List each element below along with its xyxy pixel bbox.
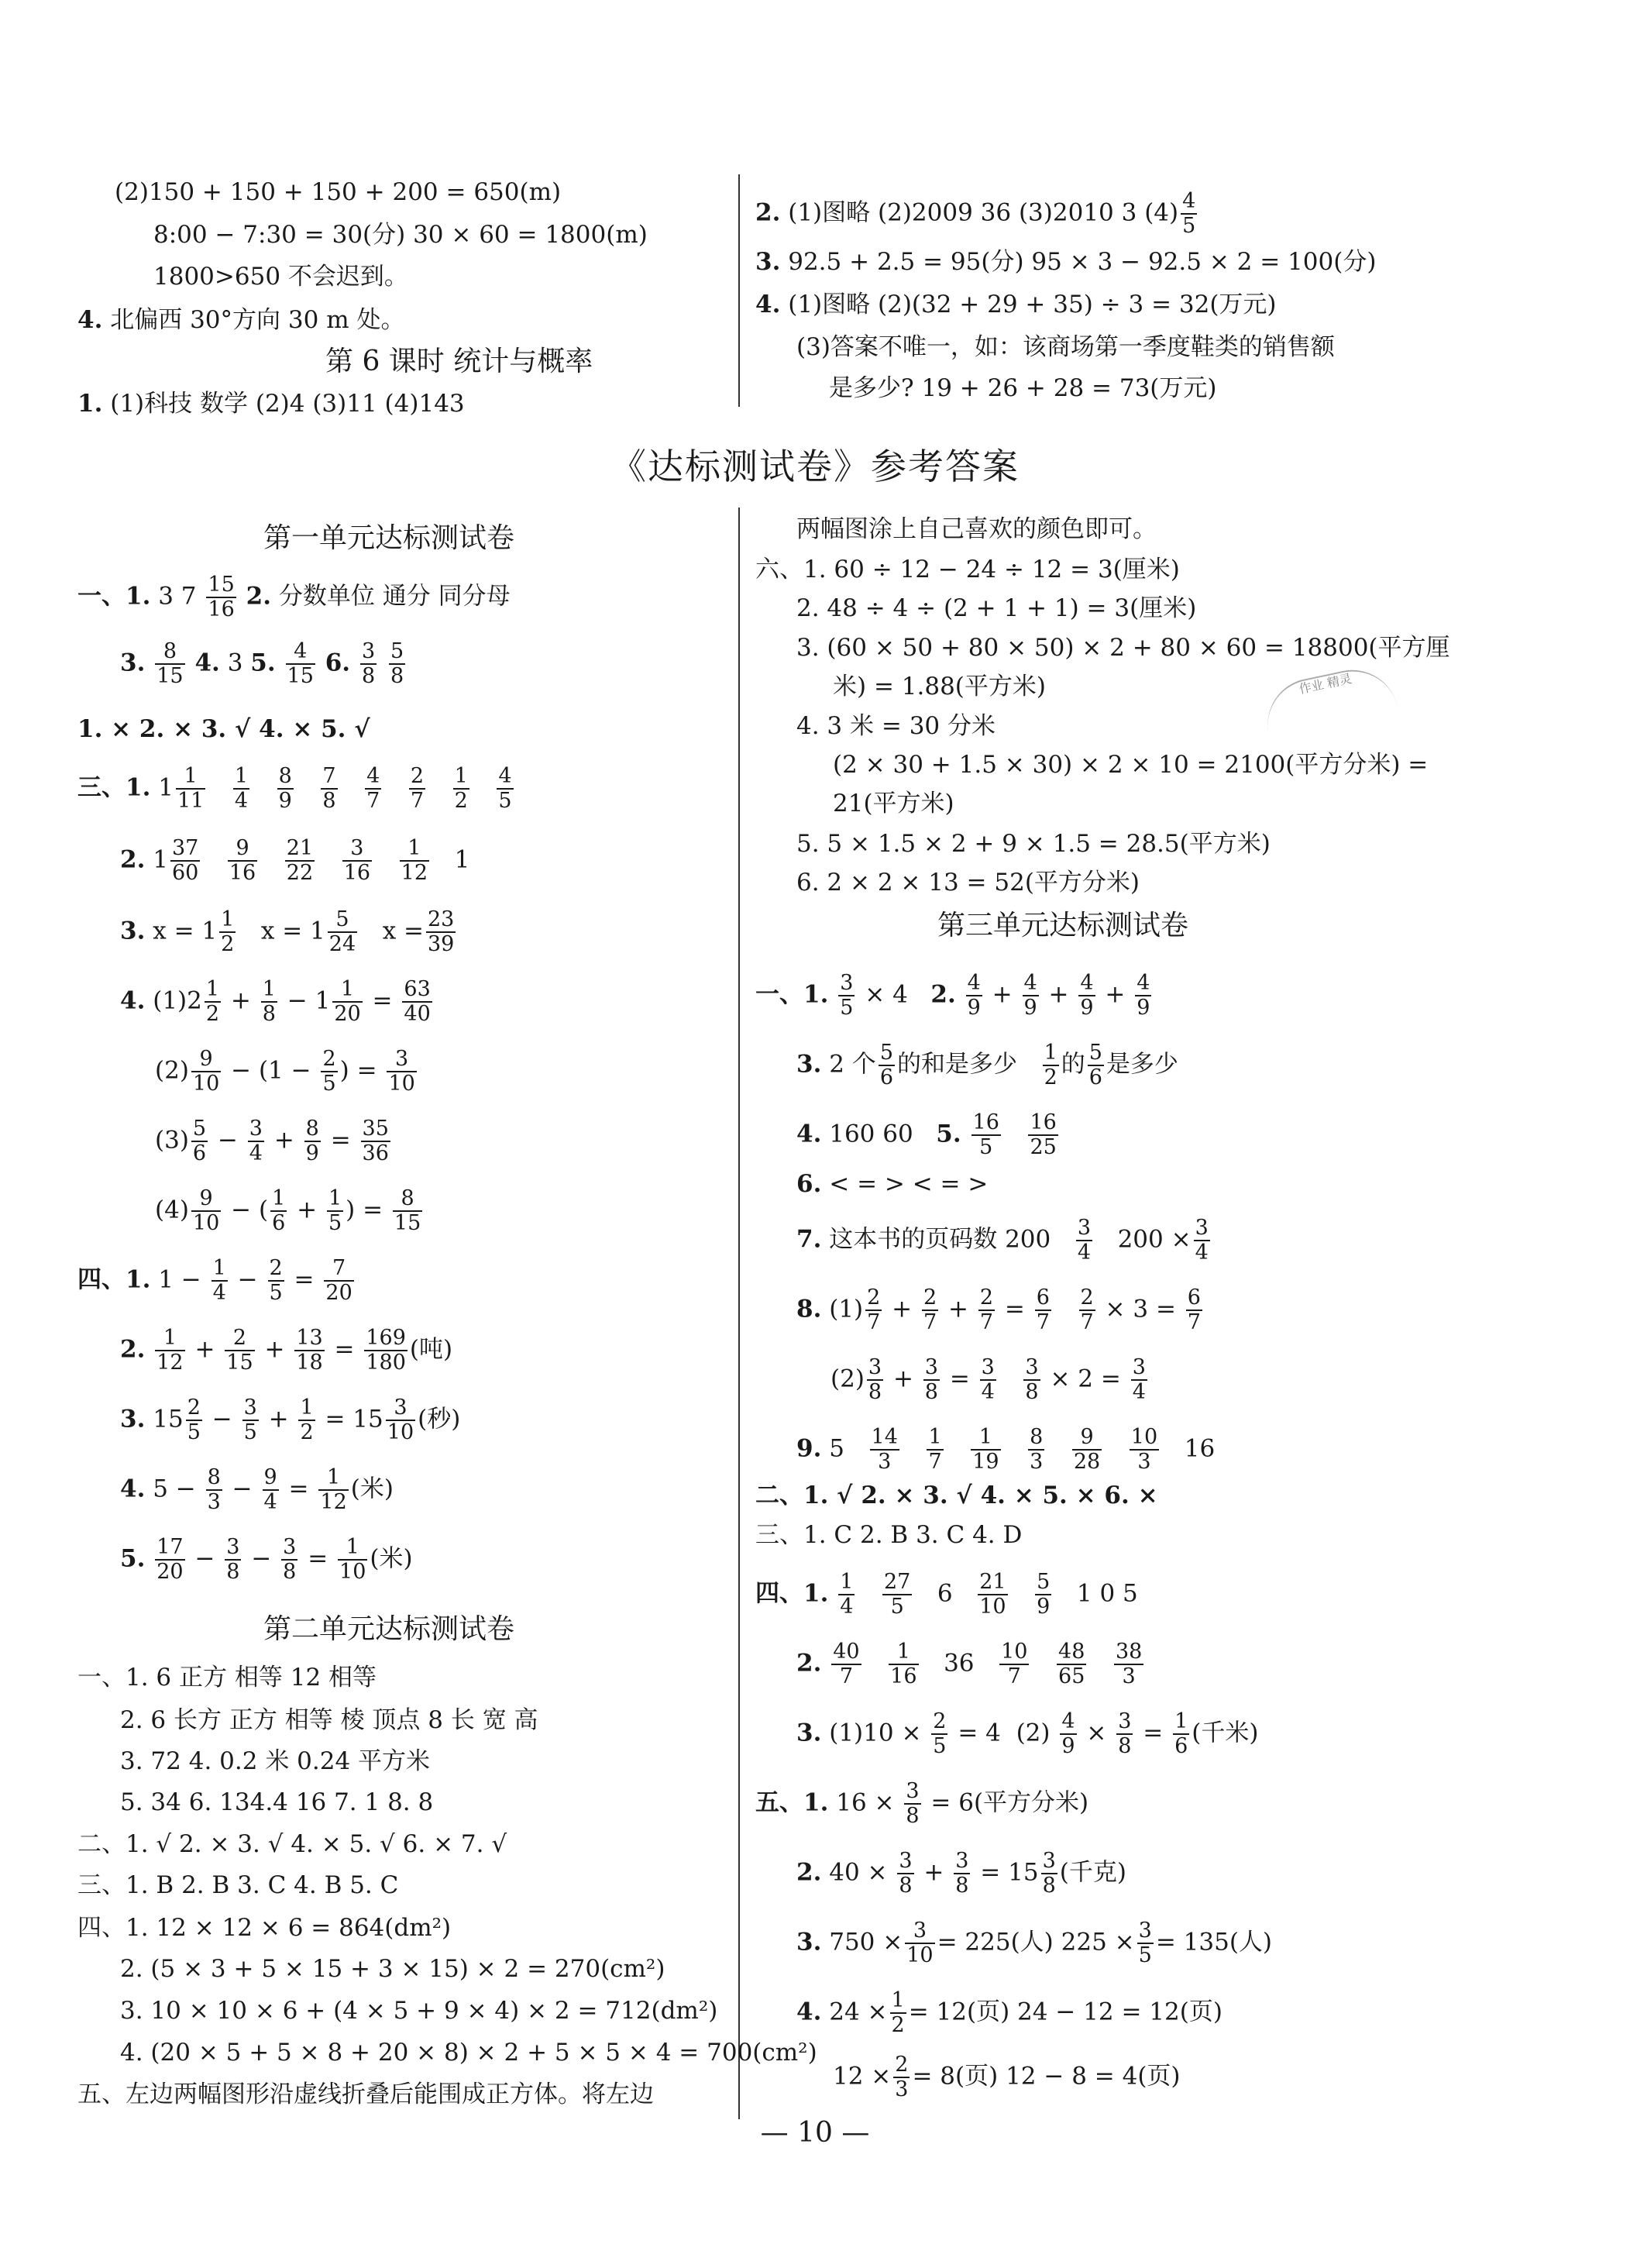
answer-line: (4) $\frac{9}{10}$ − ( $\frac{1}{6}$ + $\frac{1}{5}$ ) = $\frac{8}{15}$	[155, 1186, 421, 1235]
answer-line: 一、1. 3 7 $\frac{15}{16}$ 2. 分数单位 通分 同分母	[77, 573, 511, 621]
answer-line: 四、1. 12 × 12 × 6 = 864(dm²)	[77, 1914, 452, 1942]
column-divider	[738, 508, 740, 2119]
item-number: 2.	[755, 198, 781, 227]
answer-line: 12 × $\frac{2}{3}$ = 8(页) 12 − 8 = 4(页)	[833, 2053, 1181, 2101]
answer-line: (2) $\frac{3}{8}$ + $\frac{3}{8}$ = $\frac{3}{4}$ $\frac{3}{8}$ × 2 = $\frac{3}{4}$	[830, 1355, 1146, 1404]
answer-line: 4. (1)2 $\frac{1}{2}$ + $\frac{1}{8}$ − 1 $\frac{1}{20}$ = $\frac{63}{40}$	[120, 977, 431, 1026]
answer-line: 8. (1) $\frac{2}{7}$ + $\frac{2}{7}$ + $\frac{2}{7}$ = $\frac{6}{7}$ $\frac{2}{7}$ × 3 = $\frac{6}{7}$	[796, 1285, 1201, 1334]
answer-line: 3. 2 个 $\frac{5}{6}$ 的和是多少 $\frac{1}{2}$ 的 $\frac{5}{6}$ 是多少	[796, 1041, 1178, 1089]
answer-line: 3. (1)10 × $\frac{2}{5}$ = 4 (2) $\frac{4}{9}$ × $\frac{3}{8}$ = $\frac{1}{6}$ (千米)	[796, 1709, 1259, 1758]
item-text: (1)图略 (2)(32 + 29 + 35) ÷ 3 = 32(万元)	[788, 291, 1277, 318]
text-line: 是多少? 19 + 26 + 28 = 73(万元)	[829, 374, 1217, 402]
text-line: 1800>650 不会迟到。	[153, 263, 408, 291]
item-number: 4.	[77, 306, 103, 334]
item-text: 北偏西 30°方向 30 m 处。	[110, 306, 405, 334]
answer-line: 4. 160 60 5. $\frac{16}{5}$ $\frac{16}{25}$	[796, 1110, 1057, 1159]
answer-line: 3. x = 1 $\frac{1}{2}$ x = 1 $\frac{5}{24}$ x = $\frac{23}{39}$	[120, 907, 455, 956]
answer-line: 五、左边两幅图形沿虚线折叠后能围成正方体。将左边	[77, 2080, 654, 2108]
watermark-stamp: 作业 精灵	[1259, 662, 1406, 774]
section-heading: 第二单元达标测试卷	[263, 1613, 515, 1645]
fraction: $\frac{4}{5}$	[1182, 189, 1196, 238]
answer-line: 2. (5 × 3 + 5 × 15 + 3 × 15) × 2 = 270(cm²)	[120, 1955, 665, 1983]
answer-line: 米) = 1.88(平方米)	[833, 673, 1046, 700]
answer-line: 21(平方米)	[833, 790, 954, 817]
answer-line: 3. 72 4. 0.2 米 0.24 平方米	[120, 1747, 431, 1775]
answer-line: 3. 15 $\frac{2}{5}$ − $\frac{3}{5}$ + $\frac{1}{2}$ = 15 $\frac{3}{10}$ (秒)	[120, 1396, 461, 1444]
item-number: 1.	[77, 390, 103, 418]
answer-line: 2. $\frac{40}{7}$ $\frac{1}{16}$ 36 $\frac{10}{7}$ $\frac{48}{65}$ $\frac{38}{3}$	[796, 1640, 1143, 1688]
answer-line: (2 × 30 + 1.5 × 30) × 2 × 10 = 2100(平方分米) =	[833, 751, 1429, 779]
answer-line: 3. (60 × 50 + 80 × 50) × 2 + 80 × 60 = 18800(平方厘	[796, 634, 1450, 662]
answer-line: 2. 6 长方 正方 相等 棱 顶点 8 长 宽 高	[120, 1706, 538, 1734]
answer-line: 三、1. B 2. B 3. C 4. B 5. C	[77, 1871, 399, 1899]
answer-line: 4. 5 − $\frac{8}{3}$ − $\frac{9}{4}$ = $\frac{1}{12}$ (米)	[120, 1465, 394, 1514]
answer-line: 3. 10 × 10 × 6 + (4 × 5 + 9 × 4) × 2 = 712(dm²)	[120, 1997, 718, 2025]
answer-line: 1. × 2. × 3. √ 4. × 5. √	[77, 715, 370, 743]
answer-line: 9. 5 $\frac{14}{3}$ $\frac{1}{7}$ $\frac{1}{19}$ $\frac{8}{3}$ $\frac{9}{28}$ $\frac{10}{3}$ 16	[796, 1425, 1216, 1474]
answer-line: 2. 48 ÷ 4 ÷ (2 + 1 + 1) = 3(厘米)	[796, 594, 1197, 622]
answer-line: 三、1. 1 $\frac{1}{11}$ $\frac{1}{4}$ $\frac{8}{9}$ $\frac{7}{8}$ $\frac{4}{7}$ $\frac{2}{7}$ $\frac{1}{2}$ $\frac{4}{5}$	[77, 764, 512, 813]
answer-line: (2) $\frac{9}{10}$ − (1 − $\frac{2}{5}$ ) = $\frac{3}{10}$	[155, 1047, 415, 1096]
page-number: — 10 —	[760, 2117, 870, 2149]
answer-line: 五、1. 16 × $\frac{3}{8}$ = 6(平方分米)	[755, 1779, 1089, 1828]
answer-line: 3. 750 × $\frac{3}{10}$ = 225(人) 225 × $\frac{3}{5}$ = 135(人)	[796, 1919, 1273, 1967]
answer-line: 一、1. 6 正方 相等 12 相等	[77, 1664, 377, 1692]
answer-line: 2. 40 × $\frac{3}{8}$ + $\frac{3}{8}$ = 15 $\frac{3}{8}$ (千克)	[796, 1849, 1126, 1898]
column-divider-top	[738, 174, 740, 407]
text-line: (3)答案不唯一，如：该商场第一季度鞋类的销售额	[796, 333, 1335, 361]
answer-line: 6. 2 × 2 × 13 = 52(平方分米)	[796, 869, 1140, 897]
item-number: 4.	[755, 291, 781, 318]
answer-line: 一、1. $\frac{3}{5}$ × 4 2. $\frac{4}{9}$ + $\frac{4}{9}$ + $\frac{4}{9}$ + $\frac{4}{9}$	[755, 971, 1150, 1020]
answer-line: 两幅图涂上自己喜欢的颜色即可。	[796, 515, 1157, 543]
answer-line: 5. 5 × 1.5 × 2 + 9 × 1.5 = 28.5(平方米)	[796, 830, 1271, 858]
answer-line: 5. $\frac{17}{20}$ − $\frac{3}{8}$ − $\frac{3}{8}$ = $\frac{1}{10}$ (米)	[120, 1535, 413, 1584]
text-line	[755, 244, 1376, 280]
answer-line: 4. 3 米 = 30 分米	[796, 712, 996, 740]
answer-line: 6. < = > < = >	[796, 1170, 989, 1198]
answer-line: 三、1. C 2. B 3. C 4. D	[755, 1521, 1023, 1549]
item-text: 92.5 + 2.5 = 95(分) 95 × 3 − 92.5 × 2 = 100(分)	[788, 248, 1377, 276]
text-line	[77, 302, 404, 338]
section-heading: 第一单元达标测试卷	[263, 522, 515, 554]
answer-line: 4. (20 × 5 + 5 × 8 + 20 × 8) × 2 + 5 × 5 × 4 = 700(cm²)	[120, 2039, 817, 2067]
answer-line: 2. 1 $\frac{37}{60}$ $\frac{9}{16}$ $\frac{21}{22}$ $\frac{3}{16}$ $\frac{1}{12}$ 1	[120, 836, 470, 885]
text-line	[755, 287, 1277, 322]
item-text: (1)图略 (2)2009 36 (3)2010 3 (4)	[788, 198, 1179, 227]
answer-line: 4. 24 × $\frac{1}{2}$ = 12(页) 24 − 12 = 12(页)	[796, 1988, 1222, 2037]
text-line	[77, 386, 465, 422]
page-title: 《达标测试卷》参考答案	[610, 446, 1020, 487]
answer-line: 四、1. 1 − $\frac{1}{4}$ − $\frac{2}{5}$ = $\frac{7}{20}$	[77, 1256, 352, 1305]
answer-line: 7. 这本书的页码数 200 $\frac{3}{4}$ 200 × $\frac{3}{4}$	[796, 1216, 1209, 1265]
item-number: 3.	[755, 248, 781, 276]
answer-line: 二、1. √ 2. × 3. √ 4. × 5. × 6. ×	[755, 1482, 1158, 1509]
answer-line: (3) $\frac{5}{6}$ − $\frac{3}{4}$ + $\frac{8}{9}$ = $\frac{35}{36}$	[155, 1117, 389, 1165]
answer-line: 2. $\frac{1}{12}$ + $\frac{2}{15}$ + $\frac{13}{18}$ = $\frac{169}{180}$ (吨)	[120, 1326, 453, 1375]
section-heading: 第三单元达标测试卷	[937, 910, 1189, 941]
answer-line: 六、1. 60 ÷ 12 − 24 ÷ 12 = 3(厘米)	[755, 556, 1180, 583]
text-line	[755, 190, 1199, 238]
item-text: (1)科技 数学 (2)4 (3)11 (4)143	[110, 390, 465, 418]
text-line: (2)150 + 150 + 150 + 200 = 650(m)	[115, 178, 562, 206]
answer-line: 3. $\frac{8}{15}$ 4. 3 5. $\frac{4}{15}$ 6. $\frac{3}{8}$ $\frac{5}{8}$	[120, 639, 404, 688]
answer-line: 二、1. √ 2. × 3. √ 4. × 5. √ 6. × 7. √	[77, 1830, 507, 1858]
answer-line: 四、1. $\frac{1}{4}$ $\frac{27}{5}$ 6 $\frac{21}{10}$ $\frac{5}{9}$ 1 0 5	[755, 1570, 1138, 1619]
section-heading: 第 6 课时 统计与概率	[325, 346, 593, 377]
answer-line: 5. 34 6. 134.4 16 7. 1 8. 8	[120, 1788, 434, 1816]
text-line: 8:00 − 7:30 = 30(分) 30 × 60 = 1800(m)	[153, 221, 648, 249]
